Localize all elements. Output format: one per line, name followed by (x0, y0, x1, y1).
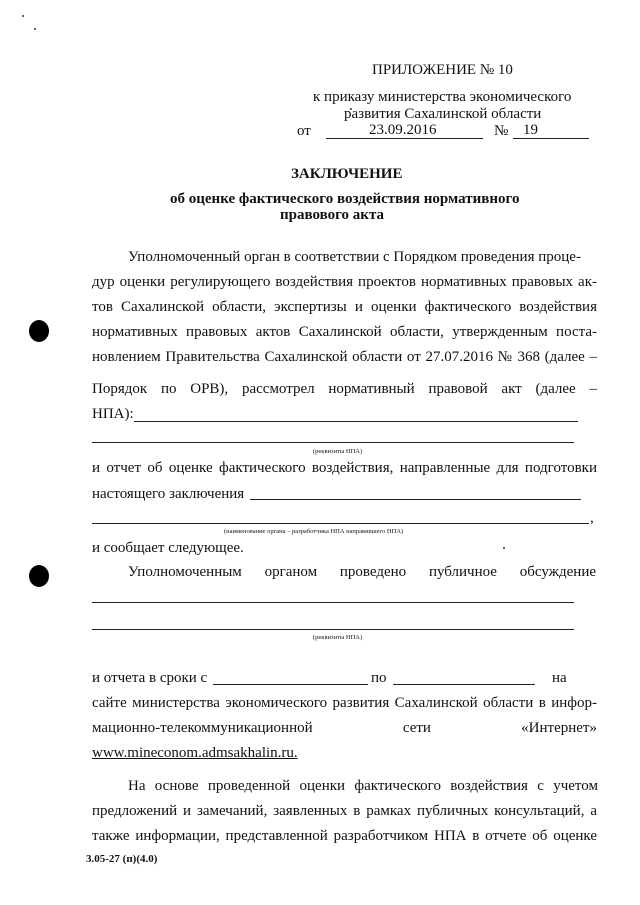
npa-field-caption: (реквизиты НПА) (313, 448, 363, 455)
discussion-field-line2 (92, 629, 574, 630)
npa-field-line1 (134, 421, 578, 422)
paragraph1-line6: Порядок по ОРВ), рассмотрел нормативный правовой акт (далее – (92, 381, 597, 397)
document-title: ЗАКЛЮЧЕНИЕ (291, 166, 403, 182)
paragraph3: и сообщает следующее. (92, 540, 244, 556)
order-date: 23.09.2016 (369, 122, 437, 138)
punch-hole-bottom (29, 565, 49, 587)
paragraph1-line4: нормативных правовых актов Сахалинской области, утвержденным поста- (92, 324, 597, 340)
ministry-website-link[interactable]: www.mineconom.admsakhalin.ru. (92, 745, 298, 761)
developer-field-line (92, 523, 589, 524)
period-to-label: по (371, 670, 387, 686)
paragraph2-line2: настоящего заключения (92, 486, 245, 502)
paragraph1-line3: тов Сахалинской области, экспертизы и оценки фактического воздействия (92, 299, 597, 315)
developer-field-comma: , (590, 510, 594, 526)
paragraph1-line1: Уполномоченный орган в соответствии с Порядком проведения проце- (128, 249, 581, 265)
discussion-field-caption: (реквизиты НПА) (313, 634, 363, 641)
document-subtitle-line1: об оценке фактического воздействия нормативного (170, 191, 520, 207)
npa-field-line2 (92, 442, 574, 443)
scan-speck (34, 28, 36, 30)
developer-field-caption: (наименование органа – разработчика НПА направившего НПА) (224, 528, 404, 535)
form-code: 3.05-27 (п)(4.0) (86, 853, 158, 865)
paragraph6-line1: сайте министерства экономического развития Сахалинской области в инфор- (92, 695, 597, 711)
paragraph2-line1: и отчет об оценке фактического воздействия, направленные для подготовки (92, 460, 597, 476)
punch-hole-top (29, 320, 49, 342)
scan-speck (503, 547, 505, 549)
period-start-field (213, 684, 368, 685)
paragraph1-line7: НПА): (92, 406, 134, 422)
period-on-label: на (552, 670, 567, 686)
discussion-field-line1 (92, 602, 574, 603)
paragraph1-line5: новлением Правительства Сахалинской области от 27.07.2016 № 368 (далее – (92, 349, 597, 365)
paragraph7-line3: также информации, представленной разработчиком НПА в отчете об оценке (92, 828, 597, 844)
paragraph1-line2: дур оценки регулирующего воздействия проектов нормативных правовых ак- (92, 274, 597, 290)
paragraph4: Уполномоченным органом проведено публичное обсуждение (128, 564, 596, 580)
paragraph7-line1: На основе проведенной оценки фактического воздействия с учетом (128, 778, 598, 794)
conclusion-field-line (250, 499, 581, 500)
order-reference-line2: развития Сахалинской области (344, 106, 542, 122)
appendix-number: ПРИЛОЖЕНИЕ № 10 (372, 62, 513, 78)
document-subtitle-line2: правового акта (280, 207, 384, 223)
number-prefix: № (494, 123, 509, 139)
paragraph6-line2: мационно-телекоммуникационной сети «Интернет» (92, 720, 597, 736)
paragraph7-line2: предложений и замечаний, заявленных в рамках публичных консультаций, а (92, 803, 597, 819)
order-reference-line1: к приказу министерства экономического (313, 89, 572, 105)
scan-speck (22, 15, 24, 17)
date-prefix: от (297, 123, 311, 139)
period-prefix: и отчета в сроки с (92, 670, 208, 686)
order-number: 19 (523, 122, 538, 138)
period-end-field (393, 684, 535, 685)
